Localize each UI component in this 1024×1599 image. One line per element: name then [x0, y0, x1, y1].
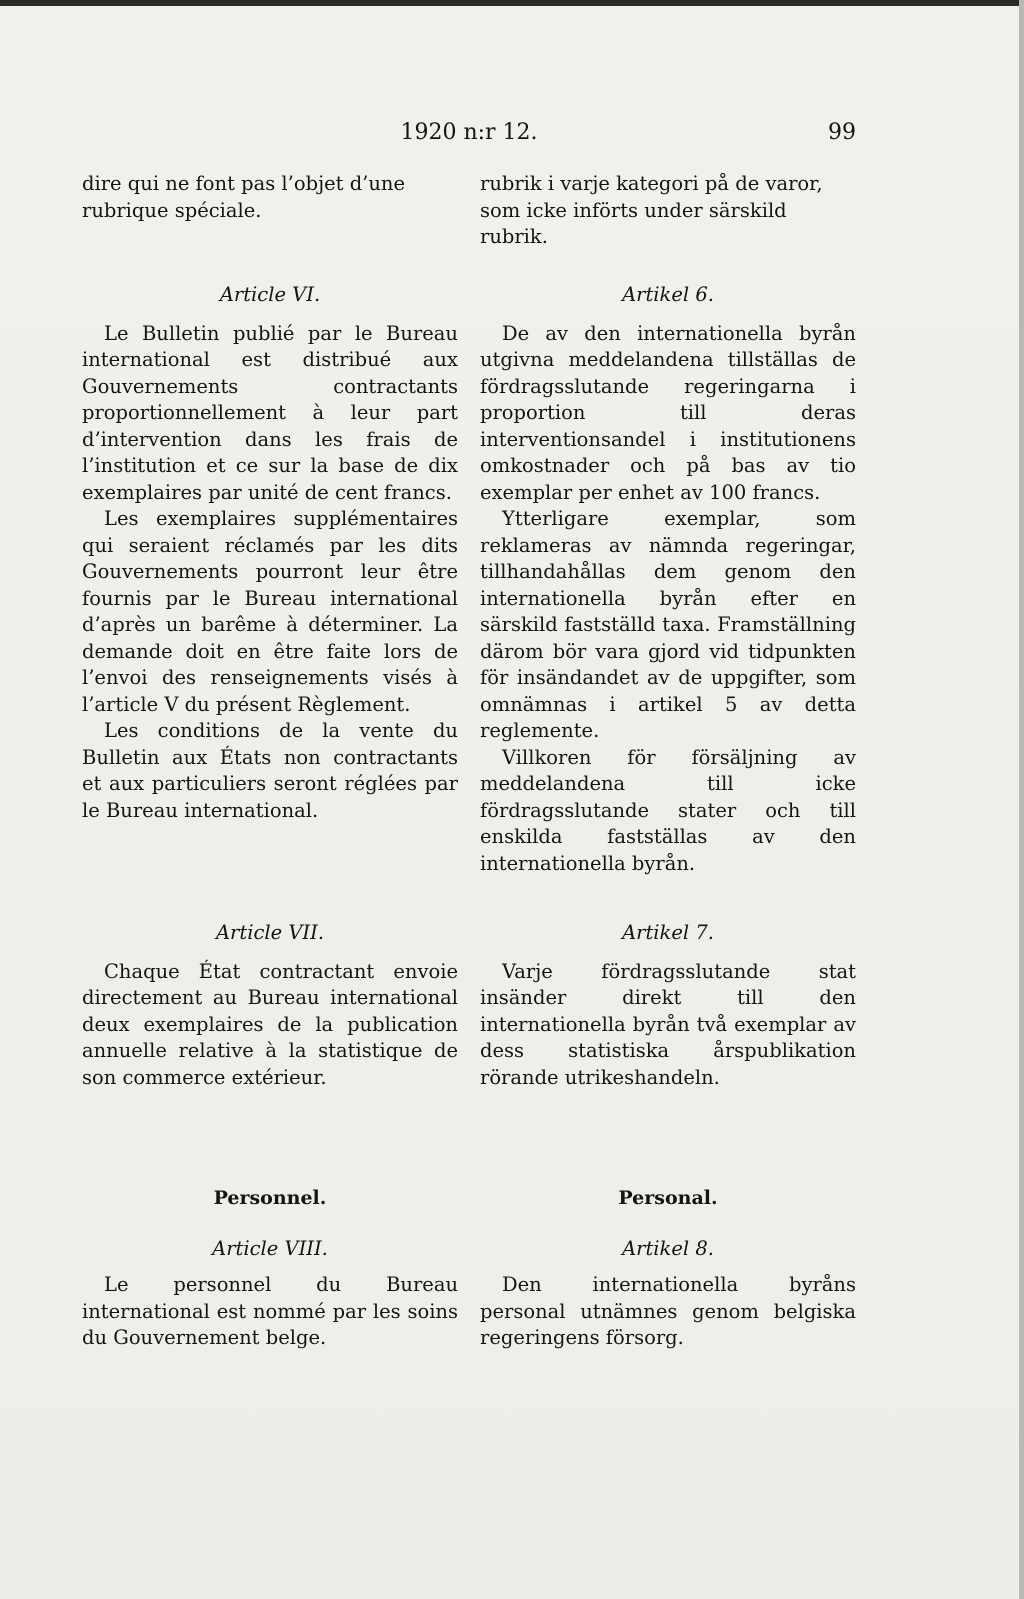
left-article-6: [82, 282, 458, 824]
right-article-6-heading: Artikel 6.: [622, 283, 714, 306]
left-article-7-paragraph-1: Chaque État contractant envoie directement au Bureau international deux exemplaires de la publication annuelle relative à la statistique de son commerce extérieur.: [82, 959, 458, 1089]
page-number: 99: [828, 120, 856, 145]
scan-right-edge: [1019, 0, 1024, 1599]
right-article-7: [480, 920, 856, 1091]
right-article-7-paragraph-1: Varje fördragsslutande stat insänder direkt till den internationella byrån två exemplar av dess statistiska årspublikation rörande utrikeshandeln.: [480, 959, 856, 1089]
right-article-6: [480, 282, 856, 877]
left-article-6-paragraph-1: Le Bulletin publié par le Bureau international est distribué aux Gouvernements contractants proportionnellement à leur part d’intervention dans les frais de l’institution et ce sur la base de dix exemplaires par unité de cent francs.: [82, 321, 458, 504]
right-article-6-paragraph-3: Villkoren för försäljning av meddelandena till icke fördragsslutande stater och till enskilda fastställas av den internationella byrån.: [480, 745, 856, 875]
right-intro-block: [480, 171, 856, 251]
header-title: 1920 n:r 12.: [400, 120, 538, 145]
left-section-heading: Personnel.: [213, 1187, 327, 1209]
left-personnel-section: [82, 1185, 458, 1352]
right-article-6-paragraph-1: De av den internationella byrån utgivna meddelandena tillställas de fördragsslutande regeringarna i proportion till deras interventionsandel i institutionens omkostnader och på bas av tio exemplar per enhet av 100 francs.: [480, 321, 856, 504]
left-article-7: [82, 920, 458, 1091]
scan-top-edge: [0, 0, 1024, 6]
right-personal-section: [480, 1185, 856, 1352]
left-article-7-heading: Article VII.: [215, 921, 325, 944]
right-article-7-heading: Artikel 7.: [622, 921, 714, 944]
right-intro-text: rubrik i varje kategori på de varor, som icke införts under särskild rubrik.: [480, 172, 823, 248]
left-article-6-paragraph-2: Les exemplaires supplémentaires qui seraient réclamés par les dits Gouvernements pourront leur être fournis par le Bureau international d’après un barême à déterminer. La demande doit en être faite lors de l’envoi des renseignements visés à l’article V du présent Règlement.: [82, 507, 458, 716]
left-article-8-paragraph-1: Le personnel du Bureau international est nommé par les soins du Gouvernement belge.: [82, 1273, 458, 1349]
running-header: [82, 120, 856, 150]
left-intro-block: [82, 171, 458, 224]
left-intro-text: dire qui ne font pas l’objet d’une rubrique spéciale.: [82, 172, 406, 222]
right-article-8-heading: Artikel 8.: [622, 1236, 714, 1260]
right-article-6-paragraph-2: Ytterligare exemplar, som reklameras av nämnda regeringar, tillhandahållas dem genom den internationella byrån efter en särskild fastställd taxa. Framställning därom bör vara gjord vid tidpunkten för insändandet av de uppgifter, som omnämnas i artikel 5 av detta reglemente.: [480, 507, 856, 742]
left-article-8-heading: Article VIII.: [212, 1236, 328, 1260]
left-article-6-heading: Article VI.: [219, 283, 321, 306]
left-article-6-paragraph-3: Les conditions de la vente du Bulletin aux États non contractants et aux particuliers seront réglées par le Bureau international.: [82, 719, 458, 822]
right-article-8-paragraph-1: Den internationella byråns personal utnämnes genom belgiska regeringens försorg.: [480, 1273, 856, 1349]
right-section-heading: Personal.: [618, 1187, 718, 1209]
